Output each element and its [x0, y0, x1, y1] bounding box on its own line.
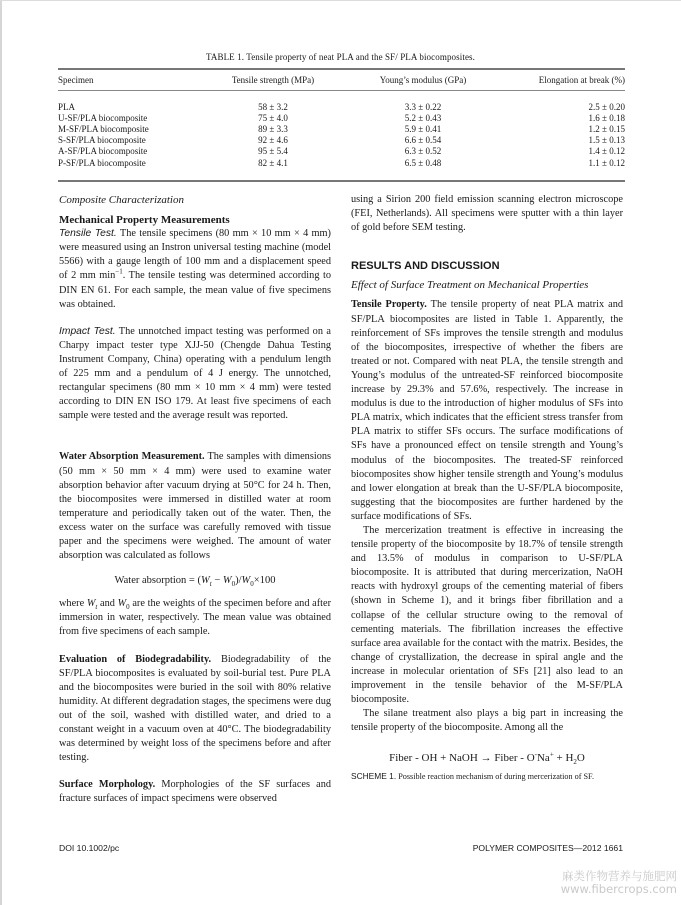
heading-mechanical-property: Mechanical Property Measurements [59, 214, 230, 227]
cell-tensile-strength: 95 ± 5.4 [258, 146, 288, 157]
cell-youngs-modulus: 6.6 ± 0.54 [404, 135, 442, 146]
table-body [58, 91, 625, 180]
footer-journal-page: POLYMER COMPOSITES—2012 1661 [472, 843, 623, 853]
right-column [351, 193, 623, 783]
watermark-line-1: 麻类作物营养与施肥网 [562, 869, 677, 883]
table-row [58, 158, 625, 169]
page-top-border [0, 0, 681, 1]
cell-youngs-modulus: 6.3 ± 0.52 [404, 146, 442, 157]
cell-elongation: 1.2 ± 0.15 [588, 124, 625, 135]
paragraph-silane: The silane treatment also plays a big part in increasing the tensile property of the biocomposite. Among all the [351, 708, 623, 734]
paragraph-mercerization: The mercerization treatment is effective in increasing the tensile property of the biocomposite by 18.7% of tensile strength and 13.5% of modulus in comparison to U-SF/PLA biocomposite. It is attributed that during mercerization, NaOH reacts with hydroxyl groups of the cementing material of fibers (shown in Scheme 1), and it brings fiber fibrillation and a collapse of the cellular structure owing to the removal of cementing materials. The fibrillation increases the effective surface area available for the contact with the matrix. Besides, the change of crystallization, the decrease in spiral angle and the increase in molecular orientation of SFs [21] also lead to an improvement in the tensile behavior of the M-SF/PLA biocomposite. [351, 524, 623, 706]
watermark [561, 870, 677, 896]
table-row [58, 146, 625, 157]
col-header-elongation: Elongation at break (%) [538, 75, 625, 85]
cell-elongation: 1.5 ± 0.13 [588, 135, 625, 146]
runin-surface-morphology: Surface Morphology. [59, 779, 156, 791]
cell-specimen: M-SF/PLA biocomposite [58, 124, 149, 135]
runin-impact-test: Impact Test. [59, 325, 116, 337]
table-row [58, 135, 625, 146]
cell-tensile-strength: 58 ± 3.2 [258, 102, 288, 113]
col-header-specimen: Specimen [58, 75, 94, 85]
table-row [58, 102, 625, 113]
tensile-property-table [58, 70, 625, 90]
footer-doi: DOI 10.1002/pc [59, 843, 120, 853]
paragraph-tensile-property: Tensile Property. The tensile property of neat PLA matrix and SF/PLA biocomposites are listed in Table 1. Apparently, the reinforcement of SFs improves the tensile strength and modulus of the biocomposites, irrespective of whether the fibers are treated or not. Compared with neat PLA, the tensile strength and Young’s modulus of the untreated-SF reinforced biocomposite increase by 29.3% and 57.6%, respectively. The increase in modulus is due to the introduction of higher modulus of SFs into PLA matrix, which indicates that the efficient stress transfer from PLA matrix to stiffer SFs occurs. The surface modifications of SFs have a pronounced effect on tensile strength and Young’s modulus of the biocomposites. The treated-SF reinforced biocomposites show higher tensile strength and Young’s modulus and lower elongation at break than the U-SF/PLA biocomposite, suggesting that the biocomposites are further hardened by the surface modifications of SFs. [351, 299, 623, 522]
cell-youngs-modulus: 5.2 ± 0.43 [404, 113, 442, 124]
cell-elongation: 1.6 ± 0.18 [588, 113, 625, 124]
cell-elongation: 2.5 ± 0.20 [588, 102, 625, 113]
table-row [58, 124, 625, 135]
table-header-row [58, 70, 625, 90]
paragraph-surface-morphology: Surface Morphology. Morphologies of the SF surfaces and fracture surfaces of impact specimens were observed [59, 779, 331, 805]
left-column [59, 193, 331, 806]
paragraph-sem: using a Sirion 200 field emission scanning electron microscope (FEI, Netherlands). All specimens were sputter with a thin layer of gold before SEM testing. [351, 194, 623, 234]
cell-youngs-modulus: 5.9 ± 0.41 [404, 124, 442, 135]
runin-tensile-property: Tensile Property. [351, 299, 427, 311]
paragraph-biodegradability: Evaluation of Biodegradability. Biodegradability of the SF/PLA biocomposites is evaluated by soil-burial test. Pure PLA and the biocomposites were buried in the soil with 80% relative humidity. At different degradation stages, the specimens were dug out of the soil, washed with distilled water, and dried to a constant weight in a vacuum oven at 40°C. The biodegradability was determined by weight loss of the specimens before and after testing. [59, 653, 331, 764]
scheme-label: SCHEME 1. [351, 771, 397, 782]
page-left-border [0, 0, 2, 905]
watermark-line-2: www.fibercrops.com [560, 882, 677, 896]
cell-youngs-modulus: 3.3 ± 0.22 [404, 102, 442, 113]
scheme-1-caption: SCHEME 1. Possible reaction mechanism of during mercerization of SF. [351, 771, 594, 782]
cell-elongation: 1.4 ± 0.12 [588, 146, 625, 157]
section-results-discussion: RESULTS AND DISCUSSION [351, 260, 500, 273]
table-bottom-rule [58, 180, 625, 182]
paragraph-where: where $W_t$ and $W_0$ are the weights of the specimen before and after immersion in water, respectively. The mean value was obtained from five specimens of each sample. [59, 598, 331, 638]
cell-specimen: PLA [58, 102, 76, 113]
table-caption: TABLE 1. Tensile property of neat PLA and the SF/ PLA biocomposites. [205, 52, 475, 62]
paragraph-impact-test: Impact Test. The unnotched impact testing was performed on a Charpy impact tester type XJJ-50 (Chengde Dahua Testing Instrument Company, China) operating with a pendulum length of 225 mm and a pendulum of 4 J energy. The unnotched, rectangular specimens (80 mm × 10 mm × 4 mm) were tested according to DIN EN ISO 179. At least five specimens of each sample were tested and the average result was reported. [59, 325, 331, 422]
runin-tensile-test: Tensile Test. [59, 228, 117, 240]
cell-elongation: 1.1 ± 0.12 [588, 157, 625, 168]
runin-water-absorption: Water Absorption Measurement. [59, 451, 205, 463]
runin-biodegradability: Evaluation of Biodegradability. [59, 653, 212, 665]
subsection-composite-characterization: Composite Characterization [59, 194, 184, 206]
cell-specimen: P-SF/PLA biocomposite [58, 157, 146, 168]
cell-youngs-modulus: 6.5 ± 0.48 [404, 157, 442, 168]
scheme-1-equation: Fiber - OH + NaOH → Fiber - $O^-Na^+ + H_2O$ [389, 750, 585, 767]
col-header-tensile-strength: Tensile strength (MPa) [231, 75, 315, 85]
equation-water-absorption: Water absorption = $(W_t - W_0)/W_0\times 100$ [114, 575, 276, 589]
subsection-surface-treatment: Effect of Surface Treatment on Mechanical Properties [351, 279, 589, 292]
table-row [58, 113, 625, 124]
cell-specimen: U-SF/PLA biocomposite [58, 113, 148, 124]
cell-tensile-strength: 82 ± 4.1 [258, 157, 288, 168]
cell-tensile-strength: 92 ± 4.6 [258, 135, 288, 146]
paragraph-tensile-test: Tensile Test. The tensile specimens (80 mm × 10 mm × 4 mm) were measured using an Instron universal testing machine (model 5566) with a gauge length of 100 mm and a displacement speed of 2 mm $\min^{-1}$. The tensile testing was determined according to DIN EN 61. For each sample, the mean value of five specimens was obtained. [59, 228, 331, 310]
cell-specimen: A-SF/PLA biocomposite [58, 146, 148, 157]
col-header-youngs-modulus: Young’s modulus (GPa) [379, 75, 467, 85]
cell-tensile-strength: 75 ± 4.0 [258, 113, 288, 124]
table-1 [58, 68, 625, 182]
paragraph-water-absorption: Water Absorption Measurement. The samples with dimensions (50 mm × 50 mm × 4 mm) were used to examine water absorption behavior after vacuum drying at 50°C for 24 h. Then, the biocomposites were immersed in distilled water at room temperature and periodically taken out of the water. Then, the excess water on the surface was carefully removed with tissue paper and the specimens were weighed. The amount of water absorption was calculated as follows [59, 451, 331, 562]
cell-specimen: S-SF/PLA biocomposite [58, 135, 146, 146]
cell-tensile-strength: 89 ± 3.3 [258, 124, 288, 135]
